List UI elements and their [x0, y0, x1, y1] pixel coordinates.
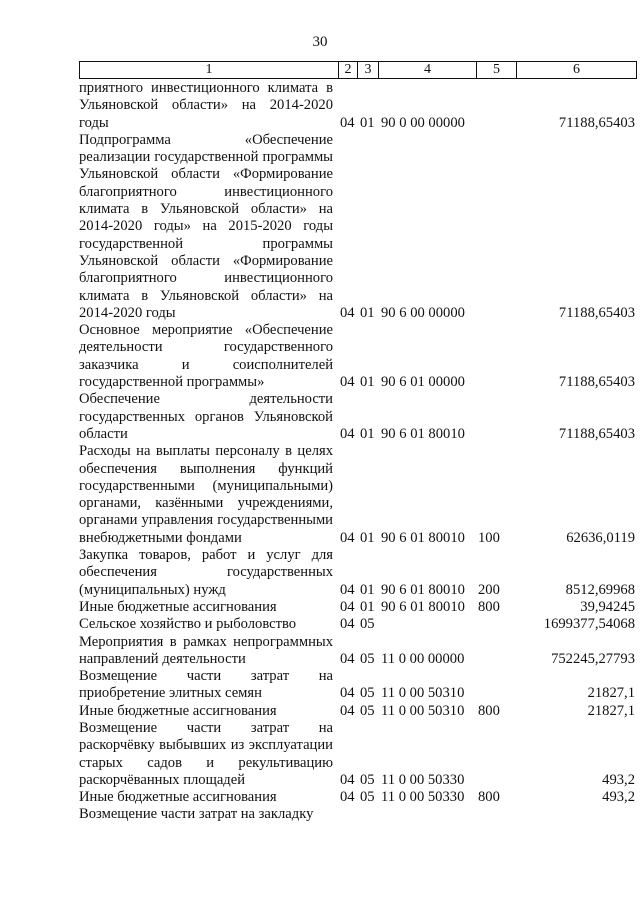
- table-row: [79, 806, 637, 823]
- table-row: [79, 616, 637, 633]
- row-subsection: 01: [360, 425, 375, 442]
- row-name: Сельское хозяйство и рыболовство: [79, 616, 297, 633]
- column-header-5: 5: [476, 62, 516, 78]
- row-target-code: 90 6 00 00000: [381, 304, 465, 321]
- row-subsection: 05: [360, 771, 375, 788]
- table-row: [79, 547, 637, 599]
- row-subsection: 01: [360, 529, 375, 546]
- row-section: 04: [340, 581, 355, 598]
- table-row: [79, 634, 637, 669]
- row-name: Основное мероприятие «Обеспечение деятельности государственного заказчика и соисполнителей государственной программы»: [79, 322, 333, 391]
- row-expense-type: 800: [478, 598, 500, 615]
- table-row: [79, 322, 637, 391]
- row-target-code: 11 0 00 50330: [381, 771, 465, 788]
- row-target-code: 90 6 01 80010: [381, 529, 465, 546]
- row-subsection: 05: [360, 616, 375, 633]
- row-amount: 493,2: [602, 789, 635, 806]
- row-amount: 8512,69968: [565, 581, 635, 598]
- column-header-6: 6: [516, 62, 636, 78]
- row-section: 04: [340, 114, 355, 131]
- row-expense-type: 100: [478, 529, 500, 546]
- row-amount: 71188,65403: [558, 114, 635, 131]
- row-subsection: 01: [360, 598, 375, 615]
- row-amount: 71188,65403: [558, 374, 635, 391]
- table-row: [79, 720, 637, 789]
- table-row: [79, 599, 637, 616]
- row-section: 04: [340, 529, 355, 546]
- row-subsection: 01: [360, 581, 375, 598]
- row-section: 04: [340, 304, 355, 321]
- row-section: 04: [340, 650, 355, 667]
- row-section: 04: [340, 789, 355, 806]
- row-amount: 493,2: [602, 771, 635, 788]
- row-name: Возмещение части затрат на раскорчёвку выбывших из эксплуатации старых садов и рекультивацию раскорчёванных площадей: [79, 719, 333, 788]
- table-row: [79, 703, 637, 720]
- row-expense-type: 800: [478, 789, 500, 806]
- row-name: Обеспечение деятельности государственных органов Ульяновской области: [79, 391, 333, 442]
- table-row: [79, 391, 637, 443]
- row-amount: 62636,0119: [566, 529, 635, 546]
- row-subsection: 01: [360, 374, 375, 391]
- row-target-code: 90 6 01 80010: [381, 598, 465, 615]
- row-target-code: 11 0 00 50330: [381, 789, 465, 806]
- row-subsection: 05: [360, 685, 375, 702]
- row-amount: 71188,65403: [558, 425, 635, 442]
- column-header-3: 3: [357, 62, 378, 78]
- budget-table: [79, 80, 637, 824]
- row-amount: 21827,1: [587, 702, 635, 719]
- table-row: [79, 443, 637, 547]
- row-section: 04: [340, 771, 355, 788]
- row-subsection: 05: [360, 702, 375, 719]
- row-name: Иные бюджетные ассигнования: [79, 702, 277, 719]
- row-name: Подпрограмма «Обеспечение реализации государственной программы Ульяновской области «Формирование благоприятного инвестиционного климата в Ульяновской области» на 2014-2020 годы» на 2015-2020 годы государственной программы Ульяновской области «Формирование благоприятного инвестиционного климата в Ульяновской области» на 2014-2020 годы: [79, 131, 333, 321]
- row-subsection: 01: [360, 114, 375, 131]
- row-name: приятного инвестиционного климата в Ульяновской области» на 2014-2020 годы: [79, 80, 333, 131]
- row-expense-type: 200: [478, 581, 500, 598]
- row-section: 04: [340, 598, 355, 615]
- row-amount: 21827,1: [587, 685, 635, 702]
- row-name: Иные бюджетные ассигнования: [79, 598, 277, 615]
- row-name: Иные бюджетные ассигнования: [79, 789, 277, 806]
- row-target-code: 90 6 01 00000: [381, 374, 465, 391]
- row-target-code: 11 0 00 50310: [381, 702, 465, 719]
- row-subsection: 01: [360, 304, 375, 321]
- row-target-code: 11 0 00 00000: [381, 650, 465, 667]
- table-row: [79, 789, 637, 806]
- row-subsection: 05: [360, 650, 375, 667]
- row-target-code: 90 6 01 80010: [381, 425, 465, 442]
- row-amount: 752245,27793: [551, 650, 635, 667]
- column-header-2: 2: [338, 62, 357, 78]
- row-name: Расходы на выплаты персоналу в целях обеспечения выполнения функций государственными (муниципальными) органами, казёнными учреждениями, органами управления государственными внебюджетными фондами: [79, 443, 333, 546]
- row-target-code: 90 6 01 80010: [381, 581, 465, 598]
- row-amount: 71188,65403: [558, 304, 635, 321]
- row-amount: 1699377,54068: [543, 616, 635, 633]
- row-name: Закупка товаров, работ и услуг для обеспечения государственных (муниципальных) нужд: [79, 547, 333, 598]
- row-section: 04: [340, 685, 355, 702]
- row-target-code: 11 0 00 50310: [381, 685, 465, 702]
- column-header-4: 4: [378, 62, 476, 78]
- table-row: [79, 668, 637, 703]
- row-section: 04: [340, 374, 355, 391]
- row-expense-type: 800: [478, 702, 500, 719]
- row-target-code: 90 0 00 00000: [381, 114, 465, 131]
- row-amount: 39,94245: [580, 598, 635, 615]
- page-number: 30: [312, 34, 328, 50]
- row-section: 04: [340, 616, 355, 633]
- table-header: [79, 61, 637, 79]
- table-row: [79, 80, 637, 132]
- column-header-1: 1: [205, 62, 213, 77]
- row-name: Возмещение части затрат на приобретение элитных семян: [79, 668, 333, 702]
- row-subsection: 05: [360, 789, 375, 806]
- row-section: 04: [340, 702, 355, 719]
- row-section: 04: [340, 425, 355, 442]
- row-name: Возмещение части затрат на закладку: [79, 806, 314, 823]
- table-row: [79, 132, 637, 322]
- row-name: Мероприятия в рамках непрограммных направлений деятельности: [79, 633, 333, 667]
